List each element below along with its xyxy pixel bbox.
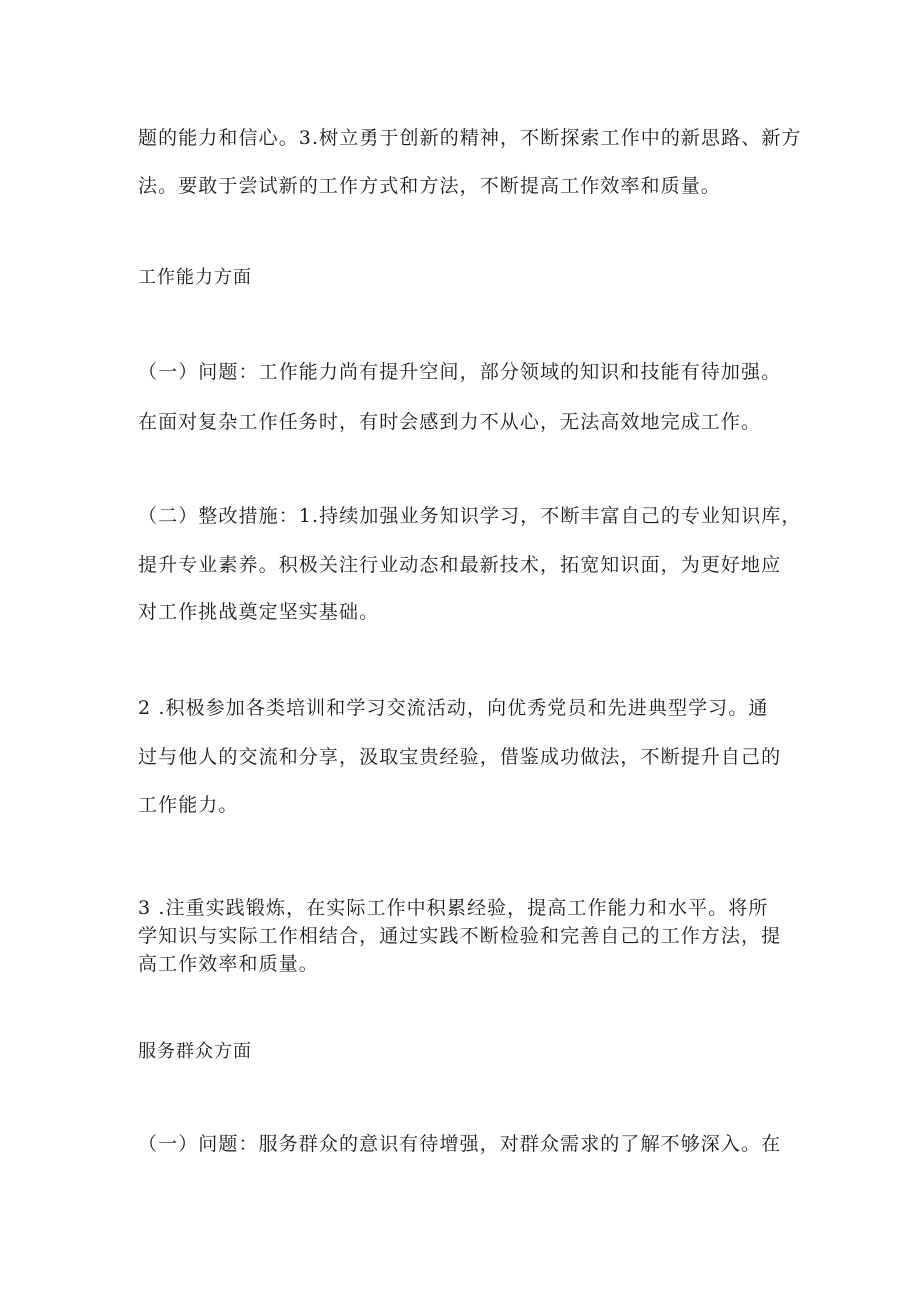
- paragraph-line: 提升专业素养。积极关注行业动态和最新技术，拓宽知识面，为更好地应: [138, 554, 782, 576]
- paragraph-line: 3 .注重实践锻炼，在实际工作中积累经验，提高工作能力和水平。将所: [138, 897, 769, 919]
- paragraph-line: 学知识与实际工作相结合，通过实践不断检验和完善自己的工作方法，提: [138, 925, 782, 947]
- paragraph-line: 对工作挑战奠定坚实基础。: [138, 601, 380, 623]
- paragraph-line: 高工作效率和质量。: [138, 953, 319, 975]
- section-heading: 服务群众方面: [138, 1041, 252, 1062]
- paragraph-line: （一）问题：工作能力尚有提升空间，部分领域的知识和技能有待加强。: [138, 361, 782, 383]
- paragraph-line: 题的能力和信心。3.树立勇于创新的精神，不断探索工作中的新思路、新方: [138, 127, 802, 149]
- section-heading: 工作能力方面: [138, 267, 252, 288]
- paragraph-line: 工作能力。: [138, 794, 239, 816]
- paragraph-line: 过与他人的交流和分享，汲取宝贵经验，借鉴成功做法，不断提升自己的: [138, 746, 782, 768]
- paragraph-line: 2 .积极参加各类培训和学习交流活动，向优秀党员和先进典型学习。通: [138, 697, 769, 719]
- paragraph-line: （二）整改措施：1.持续加强业务知识学习，不断丰富自己的专业知识库，: [138, 505, 802, 527]
- paragraph-line: 在面对复杂工作任务时，有时会感到力不从心，无法高效地完成工作。: [138, 411, 762, 433]
- paragraph-line: （一）问题：服务群众的意识有待增强，对群众需求的了解不够深入。在: [138, 1133, 782, 1155]
- paragraph-line: 法。要敢于尝试新的工作方式和方法，不断提高工作效率和质量。: [138, 175, 721, 197]
